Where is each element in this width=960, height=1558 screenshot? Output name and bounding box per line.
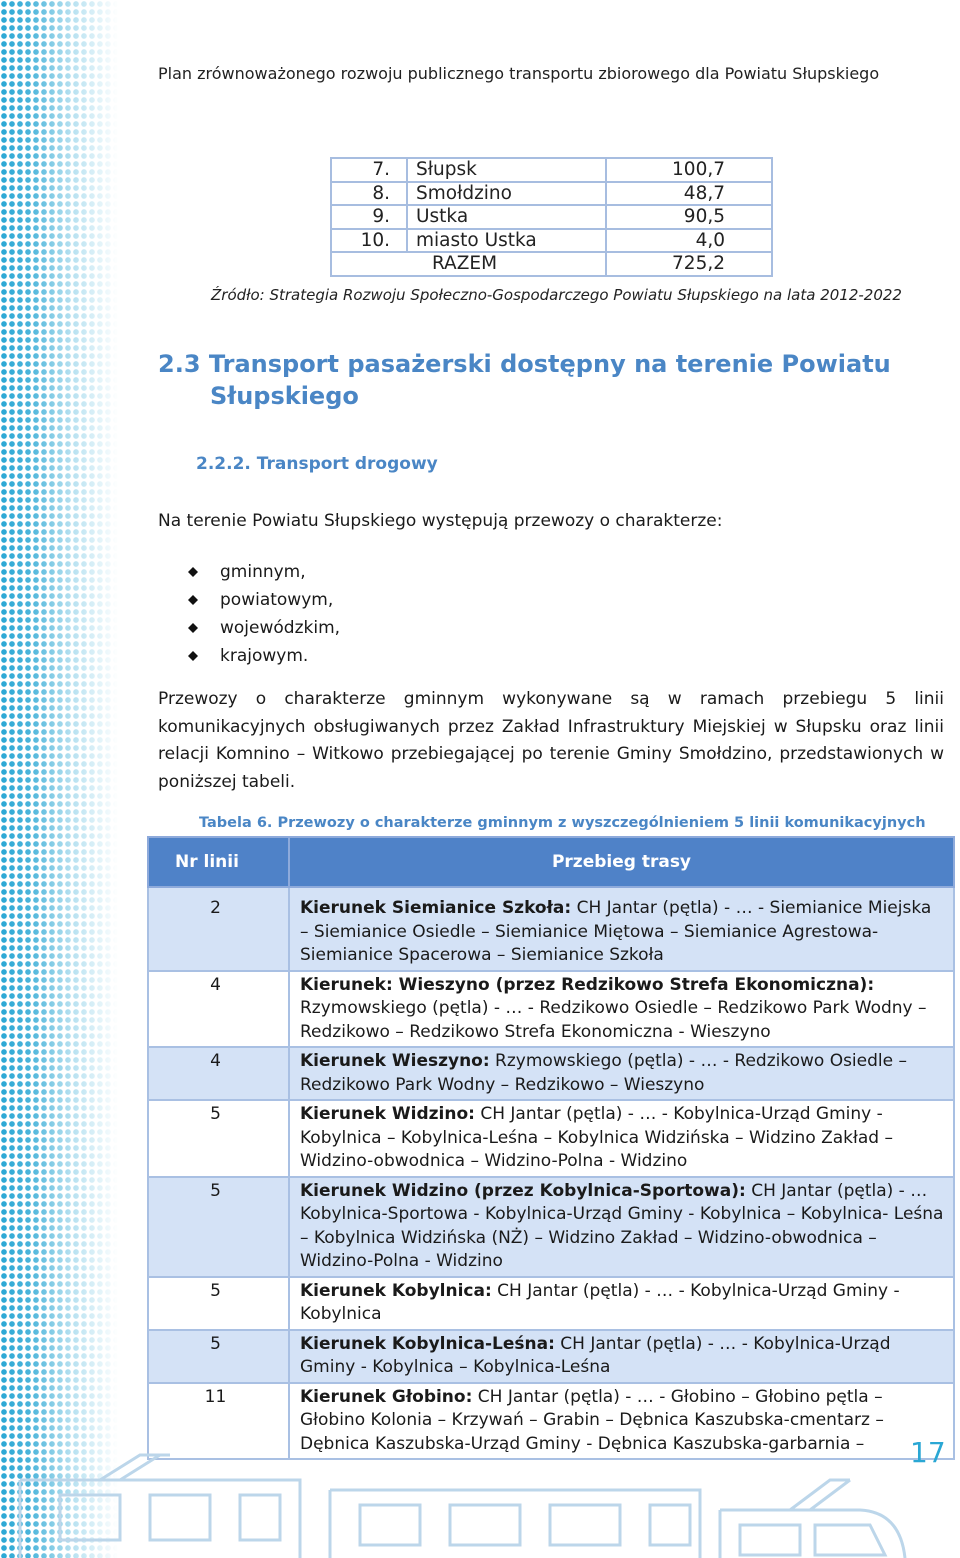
route-cell	[289, 1277, 954, 1330]
table-row	[331, 229, 772, 253]
line-number: 5	[148, 1277, 289, 1330]
route-direction: Kierunek Widzino (przez Kobylnica-Sportowa):	[300, 1180, 746, 1201]
table-row	[148, 1100, 954, 1177]
bullet-text: gminnym,	[220, 562, 306, 582]
line-number: 4	[148, 1047, 289, 1100]
diamond-bullet-icon	[188, 595, 198, 605]
route-stops: CH Jantar (pętla) - … Kobylnica-Sportowa - Kobylnica-Urząd Gminy - Kobylnica – Kobylnica- Leśna – Kobylnica Widzińska (NŻ) – Widzino Zakład – Widzino-obwodnica – Widzino-Polna - Widzino	[300, 1180, 944, 1271]
table-row	[331, 205, 772, 229]
route-stops: CH Jantar (pętla) - … - Kobylnica-Urząd Gminy - Kobylnica – Kobylnica-Leśna	[300, 1333, 891, 1377]
row-number: 7.	[331, 158, 407, 182]
area-table	[330, 157, 773, 277]
route-stops: Rzymowskiego (pętla) - … - Redzikowo Osiedle – Redzikowo Park Wodny – Redzikowo – Redzikowo Strefa Ekonomiczna - Wieszyno	[300, 998, 927, 1042]
body-paragraph: Przewozy o charakterze gminnym wykonywane są w ramach przebiegu 5 linii komunikacyjnych obsługiwanych przez Zakład Infrastruktury Miejskiej w Słupsku oraz linii relacji Komnino – Witkowo przebiegającej po terenie Gminy Smołdzino, przedstawionych w poniższej tabeli.	[158, 689, 944, 792]
total-label: RAZEM	[331, 252, 606, 276]
total-value: 725,2	[606, 252, 772, 276]
bullet-text: wojewódzkim,	[220, 618, 341, 638]
list-item	[188, 558, 340, 586]
list-item	[188, 586, 340, 614]
route-cell	[289, 1047, 954, 1100]
table-row	[148, 1177, 954, 1277]
route-direction: Kierunek Siemianice Szkoła:	[300, 898, 572, 918]
route-direction: Kierunek Kobylnica:	[300, 1280, 492, 1301]
header-nr: Nr linii	[148, 837, 289, 887]
table-row	[148, 971, 954, 1048]
route-cell	[289, 887, 954, 971]
list-item	[188, 614, 340, 642]
line-number: 5	[148, 1330, 289, 1383]
line-number: 5	[148, 1100, 289, 1177]
row-name: Słupsk	[407, 158, 606, 182]
route-direction: Kierunek Wieszyno:	[300, 1051, 490, 1071]
table-caption: Tabela 6. Przewozy o charakterze gminnym z wyszczególnieniem 5 linii komunikacyjnych	[199, 815, 926, 831]
row-number: 10.	[331, 229, 407, 253]
route-stops: CH Jantar (pętla) - … - Głobino – Głobino pętla – Głobino Kolonia – Krzywań – Grabin – Dębnica Kaszubska-cmentarz – Dębnica Kaszubska-Urząd Gminy - Dębnica Kaszubska-garbarnia –	[300, 1386, 884, 1454]
row-name: miasto Ustka	[407, 229, 606, 253]
route-direction: Kierunek Widzino:	[300, 1104, 475, 1124]
section-heading	[158, 348, 891, 412]
section-heading-line1: 2.3 Transport pasażerski dostępny na terenie Powiatu	[158, 350, 891, 378]
row-number: 9.	[331, 205, 407, 229]
row-name: Smołdzino	[407, 182, 606, 206]
line-number: 2	[148, 887, 289, 971]
routes-table	[147, 836, 955, 1460]
route-direction: Kierunek Głobino:	[300, 1386, 473, 1407]
line-number: 5	[148, 1177, 289, 1277]
route-cell	[289, 1177, 954, 1277]
route-cell	[289, 1383, 954, 1460]
dotted-margin-decoration	[0, 0, 118, 1558]
table-header-row	[148, 837, 954, 887]
intro-paragraph: Na terenie Powiatu Słupskiego występują przewozy o charakterze:	[158, 511, 723, 531]
table-total-row	[331, 252, 772, 276]
route-cell	[289, 1100, 954, 1177]
subsection-heading: 2.2.2. Transport drogowy	[196, 454, 438, 474]
table-row	[331, 158, 772, 182]
table-row	[148, 887, 954, 971]
diamond-bullet-icon	[188, 623, 198, 633]
table-source: Źródło: Strategia Rozwoju Społeczno-Gospodarczego Powiatu Słupskiego na lata 2012-2022	[211, 286, 902, 304]
table-row	[331, 182, 772, 206]
section-heading-line2: Słupskiego	[210, 382, 359, 410]
route-stops: CH Jantar (pętla) - … - Kobylnica-Urząd Gminy - Kobylnica – Kobylnica-Leśna – Kobylnica Widzińska – Widzino Zakład – Widzino-obwodnica – Widzino-Polna - Widzino	[300, 1104, 893, 1171]
route-direction: Kierunek Kobylnica-Leśna:	[300, 1333, 555, 1354]
route-stops: CH Jantar (pętla) - … - Kobylnica-Urząd Gminy - Kobylnica	[300, 1280, 900, 1324]
bullet-list	[188, 558, 340, 670]
table-row	[148, 1383, 954, 1460]
row-value: 48,7	[606, 182, 772, 206]
route-stops: Rzymowskiego (pętla) - … - Redzikowo Osiedle – Redzikowo Park Wodny – Redzikowo – Wieszyno	[300, 1051, 907, 1095]
header-route: Przebieg trasy	[289, 837, 954, 887]
page-header: Plan zrównoważonego rozwoju publicznego transportu zbiorowego dla Powiatu Słupskiego	[158, 64, 880, 83]
row-value: 90,5	[606, 205, 772, 229]
bullet-text: powiatowym,	[220, 590, 334, 610]
diamond-bullet-icon	[188, 567, 198, 577]
row-value: 4,0	[606, 229, 772, 253]
table-row	[148, 1330, 954, 1383]
row-value: 100,7	[606, 158, 772, 182]
route-direction: Kierunek: Wieszyno (przez Redzikowo Strefa Ekonomiczna):	[300, 974, 875, 995]
table-row	[148, 1277, 954, 1330]
row-number: 8.	[331, 182, 407, 206]
route-stops: CH Jantar (pętla) - … - Siemianice Miejska – Siemianice Osiedle – Siemianice Miętowa – Siemianice Agrestowa- Siemianice Spacerowa – Siemianice Szkoła	[300, 898, 932, 965]
tram-illustration-icon	[0, 1450, 960, 1558]
bullet-text: krajowym.	[220, 646, 309, 666]
diamond-bullet-icon	[188, 651, 198, 661]
page-number: 17	[910, 1436, 946, 1469]
route-cell	[289, 1330, 954, 1383]
list-item	[188, 642, 340, 670]
row-name: Ustka	[407, 205, 606, 229]
route-cell	[289, 971, 954, 1048]
line-number: 4	[148, 971, 289, 1048]
line-number: 11	[148, 1383, 289, 1460]
table-row	[148, 1047, 954, 1100]
